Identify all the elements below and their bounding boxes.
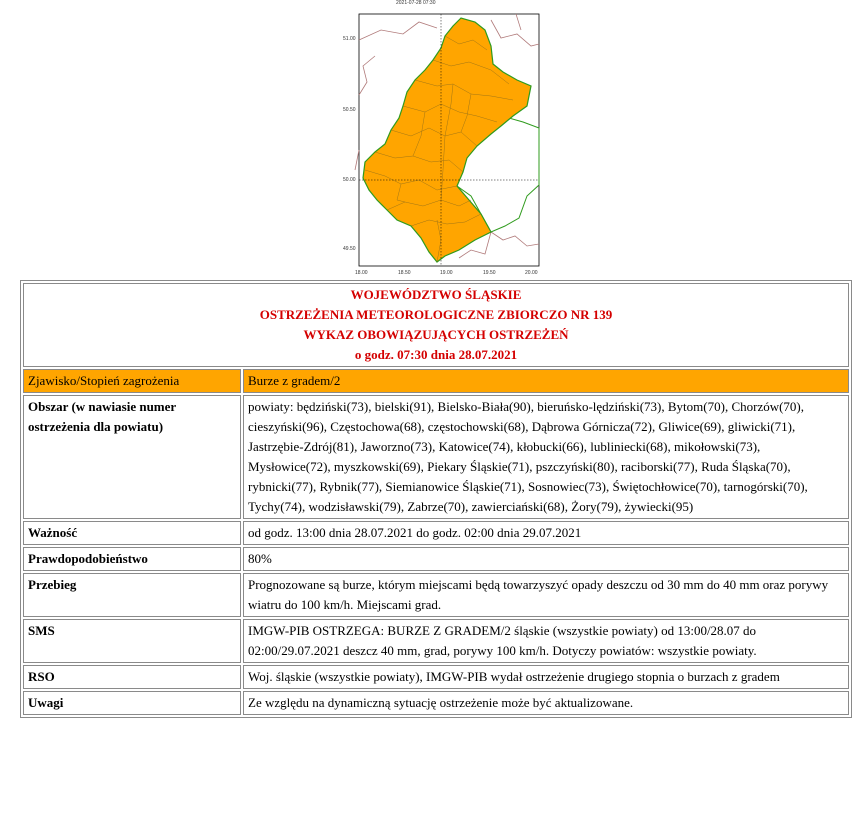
row-sms [23,619,849,663]
warning-map [341,0,542,278]
y-tick: 51.00 [343,36,356,42]
row-value: IMGW-PIB OSTRZEGA: BURZE Z GRADEM/2 śląskie (wszystkie powiaty) od 13:00/28.07 do 02:00/29.07.2021 deszcz 40 mm, grad, porywy 100 km/h. Dotyczy powiatów: wszystkie powiaty. [243,619,849,663]
row-label: Uwagi [23,691,241,715]
y-axis-ticks [343,36,356,252]
row-zjawisko [23,369,849,393]
row-przebieg [23,573,849,617]
row-value: od godz. 13:00 dnia 28.07.2021 do godz. 02:00 dnia 29.07.2021 [243,521,849,545]
row-prawdopodobienstwo [23,547,849,571]
row-value: Woj. śląskie (wszystkie powiaty), IMGW-PIB wydał ostrzeżenie drugiego stopnia o burzach z gradem [243,665,849,689]
row-value: 80% [243,547,849,571]
row-value: Burze z gradem/2 [243,369,849,393]
row-value: Ze względu na dynamiczną sytuację ostrzeżenie może być aktualizowane. [243,691,849,715]
x-axis-ticks [355,270,538,276]
x-tick: 19.00 [440,270,453,276]
y-tick: 50.50 [343,107,356,113]
header-row [23,283,849,367]
row-label: Zjawisko/Stopień zagrożenia [23,369,241,393]
row-label: Prawdopodobieństwo [23,547,241,571]
header-title: OSTRZEŻENIA METEOROLOGICZNE ZBIORCZO NR 139 [259,307,613,322]
row-obszar [23,395,849,519]
row-label: Obszar (w nawiasie numer ostrzeżenia dla powiatu) [23,395,241,519]
map-timestamp: 2021-07-28 07:30 [396,0,436,6]
x-tick: 18.50 [398,270,411,276]
row-value: powiaty: będziński(73), bielski(91), Bielsko-Biała(90), bieruńsko-lędziński(73), Bytom(70), Chorzów(70), cieszyński(96), Częstochowa(68), częstochowski(68), Dąbrowa Górnicza(72), Gliwice(69), gliwicki(71), Jastrzębie-Zdrój(81), Jaworzno(73), Katowice(74), kłobucki(66), lubliniecki(68), mikołowski(73), Mysłowice(72), myszkowski(69), Piekary Śląskie(71), pszczyński(80), raciborski(77), Ruda Śląska(70), rybnicki(77), Rybnik(77), Siemianowice Śląskie(71), Sosnowiec(73), Świętochłowice(70), tarnogórski(70), Tychy(74), wodzisławski(79), Zabrze(70), zawierciański(68), Żory(79), żywiecki(95) [243,395,849,519]
row-label: Ważność [23,521,241,545]
y-tick: 49.50 [343,246,356,252]
row-waznosc [23,521,849,545]
row-uwagi [23,691,849,715]
row-rso [23,665,849,689]
x-tick: 20.00 [525,270,538,276]
row-label: SMS [23,619,241,663]
row-value: Prognozowane są burze, którym miejscami będą towarzyszyć opady deszczu od 30 mm do 40 mm oraz porywy wiatru do 100 km/h. Miejscami grad. [243,573,849,617]
x-tick: 18.00 [355,270,368,276]
row-label: Przebieg [23,573,241,617]
header-time: o godz. 07:30 dnia 28.07.2021 [354,347,518,362]
header-subtitle: WYKAZ OBOWIĄZUJĄCYCH OSTRZEŻEŃ [303,327,569,342]
y-tick: 50.00 [343,177,356,183]
warning-header [23,283,849,367]
warning-table [20,280,852,718]
row-label: RSO [23,665,241,689]
x-tick: 19.50 [483,270,496,276]
header-region: WOJEWÓDZTWO ŚLĄSKIE [350,287,522,302]
